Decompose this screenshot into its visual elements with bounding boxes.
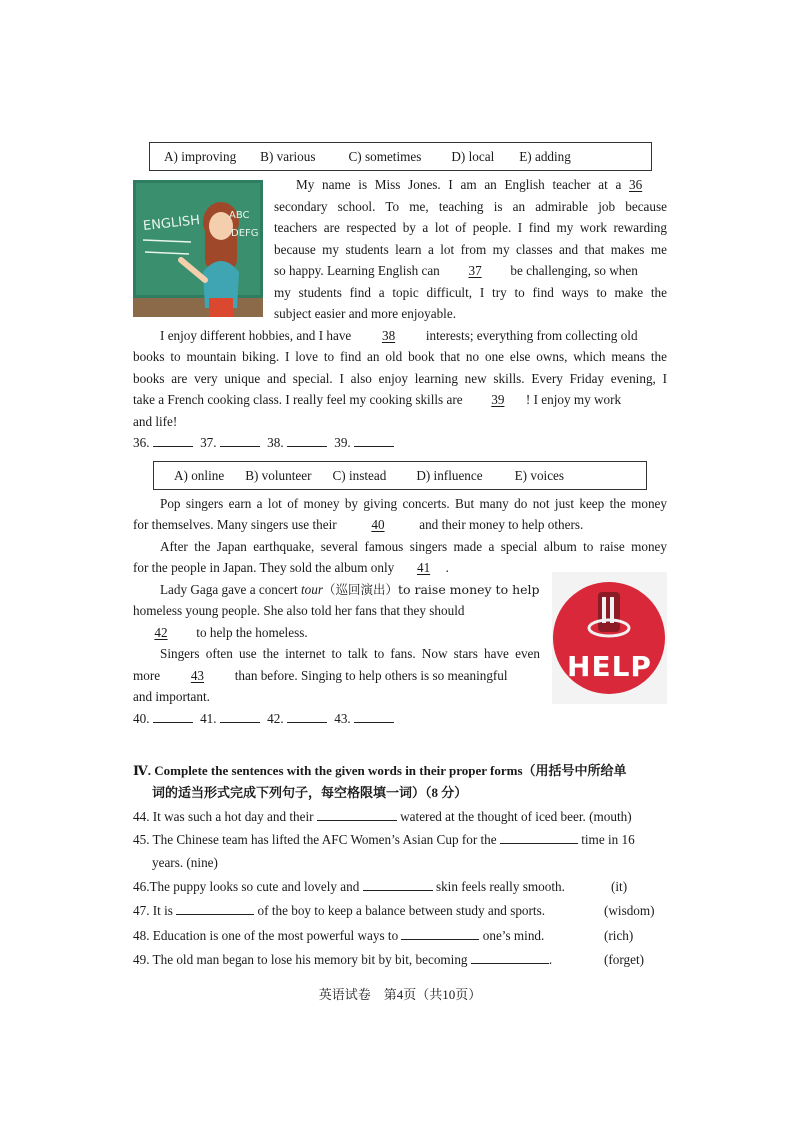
passage1-line: take a French cooking class. I really feel my cooking skills are 39 ! I enjoy my work bbox=[133, 389, 667, 410]
section-heading: 词的适当形式完成下列句子，每空格限填一词）（8 分） bbox=[152, 785, 468, 800]
passage1-line: subject easier and more enjoyable. bbox=[274, 306, 456, 321]
passage2-line: Lady Gaga gave a concert tour（巡回演出）to raise money to help bbox=[160, 582, 540, 597]
question-45: 45. The Chinese team has lifted the AFC Women’s Asian Cup for the time in 16 bbox=[133, 832, 635, 847]
board-letters-defg: DEFG bbox=[231, 228, 259, 239]
passage2-line: homeless young people. She also told her fans that they should bbox=[133, 603, 465, 618]
option: D) influence bbox=[416, 467, 483, 483]
option: D) local bbox=[451, 148, 495, 164]
blank-36: 36 bbox=[629, 177, 643, 192]
question-48-hint: (rich) bbox=[604, 928, 634, 943]
blank-40: 40 bbox=[371, 517, 385, 532]
passage2-line: Pop singers earn a lot of money by giving concerts. But many do not just keep the money bbox=[160, 496, 667, 511]
passage2-line: for themselves. Many singers use their 40 and their money to help others. bbox=[133, 514, 583, 535]
passage2-line: 42 to help the homeless. bbox=[133, 622, 308, 643]
question-46-hint: (it) bbox=[611, 879, 628, 894]
passage2-line: more 43 than before. Singing to help others is so meaningful bbox=[133, 665, 540, 686]
option: E) adding bbox=[519, 148, 571, 164]
passage2-line: for the people in Japan. They sold the album only 41 . bbox=[133, 557, 449, 578]
option: B) volunteer bbox=[245, 467, 312, 483]
option: E) voices bbox=[514, 467, 565, 483]
question-48: 48. Education is one of the most powerful ways to one’s mind. bbox=[133, 928, 545, 943]
passage1-line: so happy. Learning English can 37 be challenging, so when bbox=[274, 260, 667, 281]
passage1-line: teachers are respected by a lot of people. I find my work rewarding bbox=[274, 220, 667, 235]
question-45-cont: years. (nine) bbox=[152, 855, 218, 870]
question-49: 49. The old man began to lose his memory bit by bit, becoming . bbox=[133, 952, 553, 967]
answer-line-2: 40. 41. 42. 43. bbox=[133, 708, 394, 729]
question-49-hint: (forget) bbox=[604, 952, 645, 967]
option: A) improving bbox=[164, 148, 237, 164]
passage1-line: my students find a topic difficult, I try to find ways to make the bbox=[274, 285, 667, 300]
option: A) online bbox=[174, 467, 225, 483]
option: B) various bbox=[260, 148, 316, 164]
page-footer: 英语试卷 第4页（共10页） bbox=[318, 987, 482, 1002]
board-letters-abc: ABC bbox=[229, 210, 250, 221]
board-word-english: ENGLISH bbox=[142, 213, 201, 234]
blank-41: 41 bbox=[416, 560, 431, 575]
word-bank-box-1 bbox=[149, 142, 652, 171]
option: C) sometimes bbox=[348, 148, 422, 164]
passage1-line: and life! bbox=[133, 414, 178, 429]
blank-38: 38 bbox=[381, 328, 396, 343]
passage1-line: because my students learn a lot from my classes and that makes me bbox=[274, 242, 667, 257]
passage1-line: My name is Miss Jones. I am an English teacher at a 36 bbox=[296, 174, 667, 195]
help-badge-image bbox=[552, 572, 667, 704]
answer-line-1: 36. 37. 38. 39. bbox=[133, 432, 394, 453]
teacher-illustration bbox=[133, 180, 263, 317]
help-text: HELP bbox=[567, 650, 652, 683]
question-47: 47. It is of the boy to keep a balance between study and sports. bbox=[133, 903, 546, 918]
passage2-line: Singers often use the internet to talk to fans. Now stars have even bbox=[160, 646, 540, 661]
option: C) instead bbox=[332, 467, 387, 483]
passage1-line: I enjoy different hobbies, and I have 38 interests; everything from collecting old bbox=[160, 325, 667, 346]
passage2-line: and important. bbox=[133, 689, 210, 704]
passage1-line: books to mountain biking. I love to find an old book that no one else owns, which means the bbox=[133, 349, 667, 364]
blank-43: 43 bbox=[190, 668, 204, 683]
question-46: 46.The puppy looks so cute and lovely and skin feels really smooth. bbox=[133, 879, 565, 894]
section-heading: Ⅳ. Complete the sentences with the given words in their proper forms（用括号中所给单 bbox=[133, 763, 627, 778]
passage1-line: books are very unique and special. I also enjoy learning new skills. Every Friday evening, I bbox=[133, 371, 667, 386]
help-illustration bbox=[552, 572, 667, 704]
blank-42: 42 bbox=[154, 625, 168, 640]
passage2-line: After the Japan earthquake, several famous singers made a special album to raise money bbox=[160, 539, 667, 554]
blank-39: 39 bbox=[491, 392, 505, 407]
word-bank-box-2 bbox=[153, 461, 647, 490]
teacher-at-board-image bbox=[133, 180, 263, 317]
question-44: 44. It was such a hot day and their watered at the thought of iced beer. (mouth) bbox=[133, 809, 632, 824]
passage1-line: secondary school. To me, teaching is an admirable job because bbox=[274, 199, 667, 214]
blank-37: 37 bbox=[468, 263, 482, 278]
question-47-hint: (wisdom) bbox=[604, 903, 655, 918]
